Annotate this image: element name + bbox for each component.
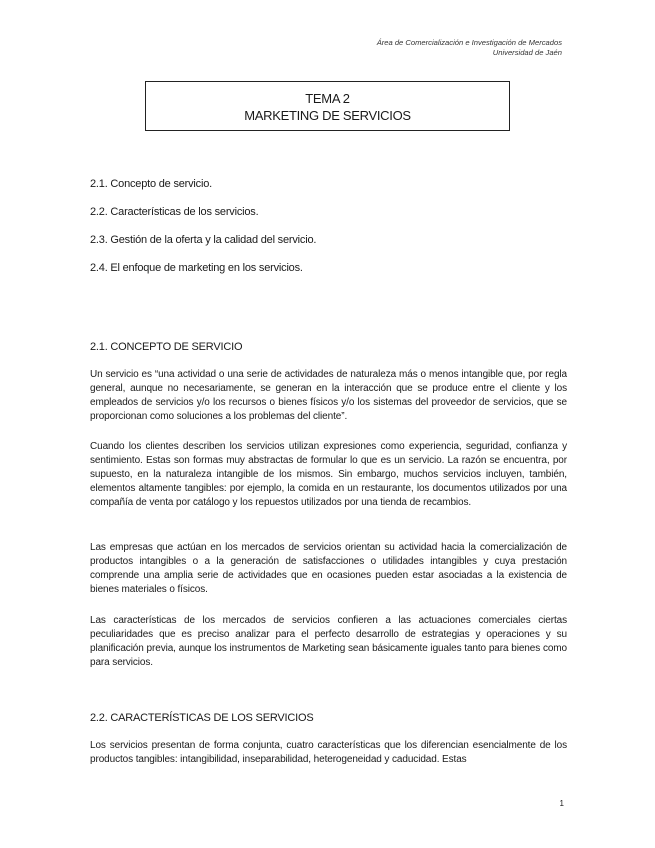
table-of-contents (90, 178, 316, 290)
paragraph: Las empresas que actúan en los mercados de servicios orientan su actividad hacia la comercialización de productos intangibles o a la generación de satisfacciones o utilidades intangibles y cuya prestación comprende una amplia serie de actividades que en ocasiones pueden estar asociadas a la existencia de bienes materiales o físicos. (90, 542, 567, 596)
paragraph: Cuando los clientes describen los servicios utilizan expresiones como experiencia, seguridad, confianza y sentimiento. Estas son formas muy abstractas de formular lo que es un servicio. La razón se encuentra, por supuesto, en la naturaleza intangible de los mismos. Sin embargo, muchos servicios incluyen, también, elementos altamente tangibles: por ejemplo, la comida en un restaurante, los documentos utilizados por una compañía de venta por catálogo y los repuestos utilizados por una tienda de recambios. (90, 441, 567, 509)
toc-item: 2.3. Gestión de la oferta y la calidad del servicio. (90, 234, 317, 246)
toc-item: 2.2. Características de los servicios. (90, 206, 259, 218)
section-heading-caracteristicas: 2.2. CARACTERÍSTICAS DE LOS SERVICIOS (90, 712, 314, 724)
header-university: Universidad de Jaén (492, 48, 562, 57)
running-header (377, 38, 562, 58)
paragraph: Las características de los mercados de servicios confieren a las actuaciones comerciales ciertas peculiaridades que es preciso analizar para el perfecto desarrollo de estrategias y operaciones y su planificación previa, aunque los instrumentos de Marketing sean básicamente iguales tanto para bienes como para servicios. (90, 615, 567, 669)
section-heading-concepto: 2.1. CONCEPTO DE SERVICIO (90, 341, 243, 353)
page-number: 1 (559, 799, 564, 808)
toc-item: 2.1. Concepto de servicio. (90, 178, 212, 190)
toc-item: 2.4. El enfoque de marketing en los servicios. (90, 262, 303, 274)
chapter-number: TEMA 2 (305, 91, 350, 106)
chapter-title-box (145, 81, 510, 131)
paragraph: Los servicios presentan de forma conjunta, cuatro características que los diferencian esencialmente de los productos tangibles: intangibilidad, inseparabilidad, heterogeneidad y caducidad. Estas (90, 740, 567, 766)
chapter-title: MARKETING DE SERVICIOS (244, 108, 411, 123)
paragraph: Un servicio es “una actividad o una serie de actividades de naturaleza más o menos intangible que, por regla general, aunque no necesariamente, se generan en la interacción que se produce entre el cliente y los empleados de servicios y/o los recursos o bienes físicos y/o los sistemas del proveedor de servicios, que se proporcionan como soluciones a los problemas del cliente”. (90, 369, 567, 423)
header-department: Área de Comercialización e Investigación de Mercados (376, 38, 562, 47)
